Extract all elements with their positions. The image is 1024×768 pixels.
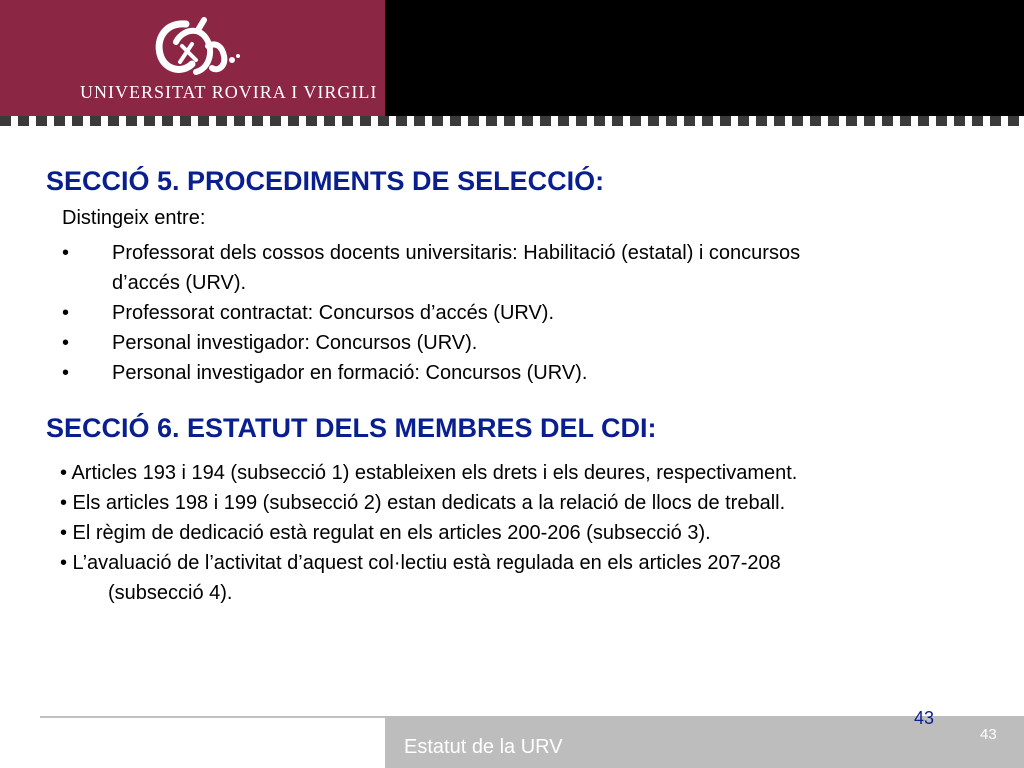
list-item: • L’avaluació de l’activitat d’aquest col·lectiu està regulada en els articles 207-208	[60, 552, 781, 574]
list-item	[0, 328, 800, 358]
section-5-intro: Distingeix entre:	[62, 207, 206, 229]
bullet: •	[62, 362, 70, 384]
dashed-divider	[0, 116, 1024, 126]
slide-header	[0, 0, 1024, 122]
list-item	[0, 358, 800, 388]
list-item: • Articles 193 i 194 (subsecció 1) estableixen els drets i els deures, respectivament.	[60, 462, 798, 484]
bullet: •	[62, 302, 70, 324]
list-item: • El règim de dedicació està regulat en els articles 200-206 (subsecció 3).	[60, 522, 711, 544]
list-item	[0, 298, 800, 328]
header-black-panel	[385, 0, 1024, 122]
list-item	[0, 268, 800, 298]
section-5-list	[0, 238, 800, 388]
page-number: 43	[914, 708, 935, 728]
university-logo-icon	[152, 16, 244, 78]
footer-label: Estatut de la URV	[404, 736, 563, 758]
list-item: • Els articles 198 i 199 (subsecció 2) estan dedicats a la relació de llocs de treball.	[60, 492, 786, 514]
list-item: (subsecció 4).	[108, 582, 233, 604]
section-6-title: SECCIÓ 6. ESTATUT DELS MEMBRES DEL CDI:	[46, 413, 657, 443]
list-item	[0, 238, 800, 268]
bullet: •	[62, 332, 70, 354]
page-number-secondary: 43	[980, 726, 997, 743]
list-item-text: Professorat dels cossos docents universitaris: Habilitació (estatal) i concursos	[112, 242, 801, 264]
footer-divider	[40, 716, 385, 718]
list-item-text: d’accés (URV).	[112, 272, 247, 294]
list-item-text: Personal investigador: Concursos (URV).	[112, 332, 478, 354]
university-name: UNIVERSITAT ROVIRA I VIRGILI	[80, 82, 378, 102]
bullet: •	[62, 242, 70, 264]
list-item-text: Personal investigador en formació: Concursos (URV).	[112, 362, 588, 384]
list-item-text: Professorat contractat: Concursos d’accés (URV).	[112, 302, 555, 324]
section-5-title: SECCIÓ 5. PROCEDIMENTS DE SELECCIÓ:	[46, 166, 605, 196]
section-6-list	[60, 458, 797, 608]
